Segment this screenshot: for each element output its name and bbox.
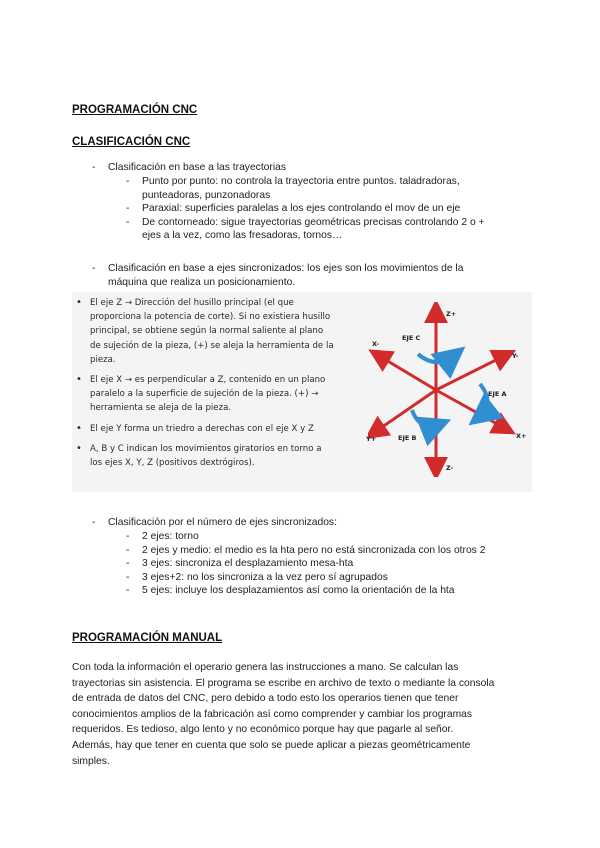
y-minus-label: Y-	[512, 352, 519, 360]
trajectory-list	[92, 161, 286, 175]
figure-bullet	[72, 296, 362, 367]
trajectory-item-text: Punto por punto: no controla la trayectoria entre puntos. taladradoras,	[142, 176, 460, 187]
x-plus-label: X+	[516, 432, 527, 440]
sync-list	[92, 262, 464, 289]
list-item	[126, 584, 485, 598]
figure-text: paralelo a la superficie de sujeción de la pieza. (+) →	[90, 389, 319, 400]
trajectory-item-text: ejes a la vez, como las fresadoras, tornos…	[142, 230, 343, 241]
trajectory-item-text: Paraxial: superficies paralelas a los ejes controlando el mov de un eje	[142, 203, 461, 214]
paragraph-line: requeridos. Es tedioso, algo lento y no económico porque hay que pagarle al señor.	[72, 724, 454, 736]
figure-text: principal, se obtiene según la normal saliente al plano	[90, 326, 324, 337]
trajectory-item-text: De contorneado: sigue trayectorias geométricas precisas controlando 2 o +	[142, 216, 485, 228]
list-item	[126, 175, 485, 202]
dash-bullet: -	[126, 571, 130, 583]
axes-number-item: 5 ejes: incluye los desplazamientos así como la orientación de la hta	[142, 585, 455, 596]
figure-text: los ejes X, Y, Z (positivos dextrógiros).	[90, 458, 255, 469]
figure-text: proporciona la potencia de corte). Si no existiera husillo	[90, 312, 331, 323]
figure-text: El eje X → es perpendicular a Z, contenido en un plano	[90, 375, 326, 386]
list-item	[126, 216, 485, 243]
manual-paragraph	[72, 660, 534, 769]
z-minus-label: Z-	[446, 464, 454, 472]
dash-bullet: -	[126, 531, 130, 542]
page-title: PROGRAMACIÓN CNC	[72, 104, 198, 116]
figure-text: A, B y C indican los movimientos giratorios en torno a	[90, 443, 322, 454]
dash-bullet: -	[92, 263, 96, 274]
figure-bullet	[72, 373, 362, 416]
dash-bullet: -	[126, 544, 130, 556]
axes-number-item: 3 ejes+2: no los sincroniza a la vez pero sí agrupados	[142, 571, 388, 583]
list-item	[126, 202, 485, 216]
list-item	[126, 530, 485, 544]
figure-text: pieza.	[90, 354, 116, 365]
trajectory-item-text: punteadoras, punzonadoras	[142, 189, 271, 201]
section-heading-manual: PROGRAMACIÓN MANUAL	[72, 632, 223, 644]
axes-number-label: Clasificación por el número de ejes sincronizados:	[108, 517, 337, 528]
dash-bullet: -	[126, 585, 130, 596]
dash-bullet: -	[92, 162, 96, 173]
eje-c-label: EJE C	[402, 334, 421, 342]
dash-bullet: -	[126, 216, 130, 228]
dot-bullet: •	[76, 374, 82, 386]
dot-bullet: •	[76, 442, 82, 454]
axes-number-item: 3 ejes: sincroniza el desplazamiento mesa-hta	[142, 558, 354, 569]
dash-bullet: -	[126, 203, 130, 214]
list-item	[92, 516, 337, 530]
dash-bullet: -	[126, 558, 130, 569]
z-plus-label: Z+	[446, 310, 457, 318]
figure-text: herramienta se aleja de la pieza.	[90, 403, 232, 414]
dash-bullet: -	[92, 517, 96, 528]
sync-text: máquina que realiza un posicionamiento.	[108, 276, 296, 288]
paragraph-line: conocimientos amplios de la fabricación así como comprender y cambiar los programas	[72, 708, 473, 720]
dash-bullet: -	[126, 176, 130, 187]
eje-a-label: EJE A	[488, 390, 507, 398]
paragraph-line: Con toda la información el operario genera las instrucciones a mano. Se calculan las	[72, 662, 459, 673]
sync-text: Clasificación en base a ejes sincronizados: los ejes son los movimientos de la	[108, 263, 464, 274]
axes-number-item: 2 ejes: torno	[142, 531, 199, 542]
list-item	[92, 262, 464, 289]
figure-text: de sujeción de la pieza, (+) se aleja la herramienta de la	[90, 340, 334, 351]
axes-number-item: 2 ejes y medio: el medio es la hta pero no está sincronizada con los otros 2	[142, 544, 486, 556]
list-item	[126, 557, 485, 571]
paragraph-line: Además, hay que tener en cuenta que solo se puede aplicar a piezas geométricamente	[72, 739, 471, 751]
list-item	[126, 544, 486, 558]
axes-number-list	[92, 516, 337, 530]
paragraph-line: trayectorias sin asistencia. El programa se escribe en archivo de texto o mediante la consola	[72, 677, 495, 689]
section-heading-clasificacion: CLASIFICACIÓN CNC	[72, 136, 191, 148]
axes-number-sublist	[126, 530, 486, 598]
dot-bullet: •	[76, 297, 82, 308]
eje-b-label: EJE B	[398, 434, 417, 442]
figure-text: El eje Z → Dirección del husillo principal (el que	[90, 298, 294, 308]
list-item	[92, 161, 286, 175]
figure-bullet-list	[72, 296, 362, 476]
figure-bullet	[72, 422, 362, 436]
paragraph-line: simples.	[72, 755, 110, 767]
list-item	[126, 571, 485, 585]
axes-figure	[72, 292, 532, 492]
figure-bullet	[72, 442, 362, 470]
x-minus-label: X-	[372, 340, 380, 348]
paragraph-line: de entrada de datos del CNC, pero debido a todo esto los operarios tienen que tener	[72, 693, 459, 705]
trajectory-sublist	[126, 175, 485, 243]
dot-bullet: •	[76, 422, 82, 434]
figure-text: El eje Y forma un triedro a derechas con el eje X y Z	[90, 423, 314, 434]
trajectory-label: Clasificación en base a las trayectorias	[108, 162, 286, 173]
y-plus-label: Y+	[366, 435, 377, 443]
